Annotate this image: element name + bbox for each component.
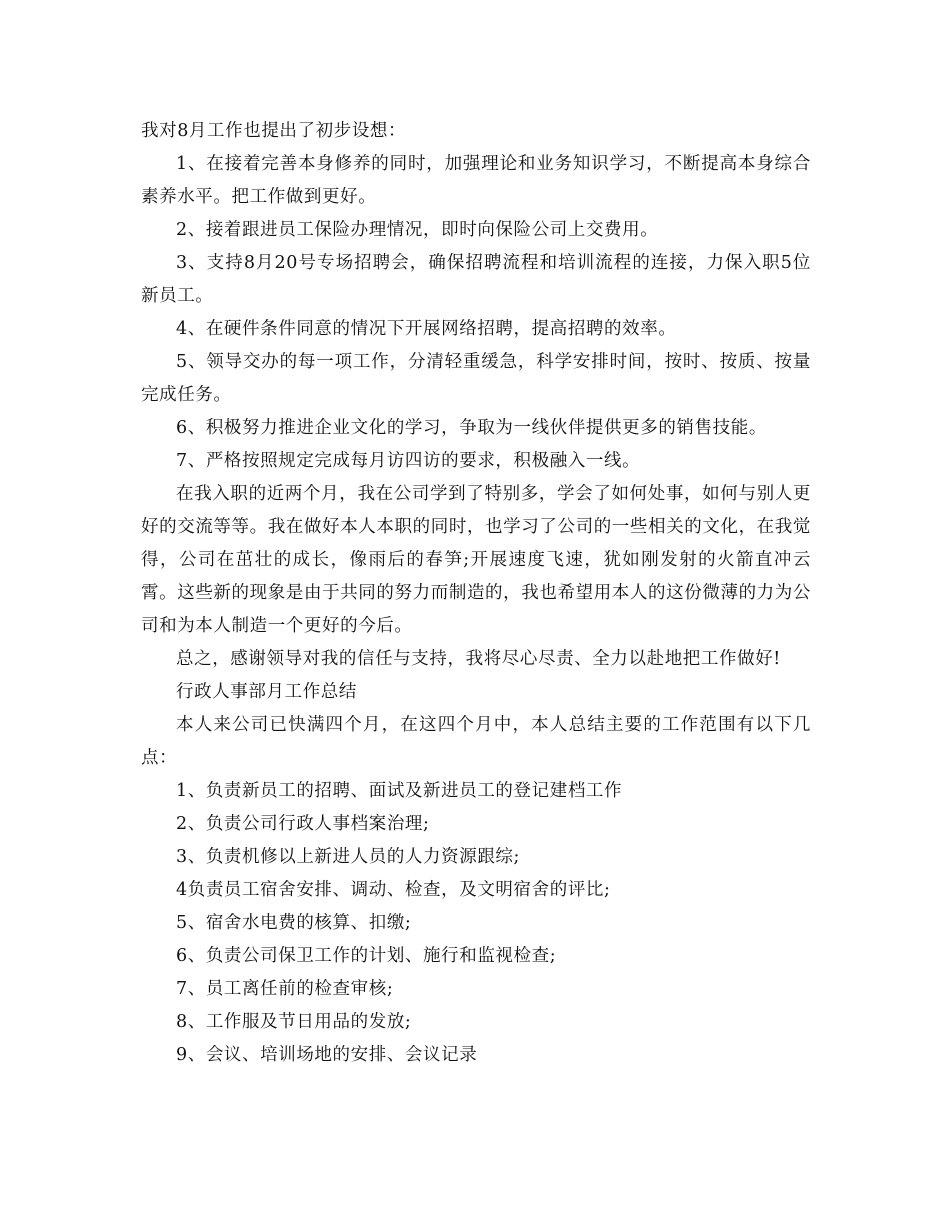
duty-item-3: 3、负责机修以上新进人员的人力资源跟综; [176, 847, 521, 867]
plan-item-7: 7、严格按照规定完成每月访四访的要求，积极融入一线。 [176, 451, 641, 471]
duty-item-9: 9、会议、培训场地的安排、会议记录 [176, 1045, 478, 1065]
document-body [141, 115, 811, 1072]
plan-item-1: 1、在接着完善本身修养的同时，加强理论和业务知识学习，不断提高本身综合素养水平。把工作做到更好。 [141, 154, 811, 207]
duty-item-7: 7、员工离任前的检查审核; [176, 979, 394, 999]
duty-item-1: 1、负责新员工的招聘、面试及新进员工的登记建档工作 [176, 781, 623, 801]
plan-item-5: 5、领导交办的每一项工作，分清轻重缓急，科学安排时间，按时、按质、按量完成任务。 [141, 352, 811, 405]
duty-item-4: 4负责员工宿舍安排、调动、检查，及文明宿舍的评比; [176, 880, 611, 900]
plan-item-6: 6、积极努力推进企业文化的学习，争取为一线伙伴提供更多的销售技能。 [176, 418, 767, 438]
paragraph-conclusion: 总之，感谢领导对我的信任与支持，我将尽心尽责、全力以赴地把工作做好! [176, 649, 781, 669]
paragraph-reflection: 在我入职的近两个月，我在公司学到了特别多，学会了如何处事，如何与别人更好的交流等等。我在做好本人本职的同时，也学习了公司的一些相关的文化，在我觉得，公司在茁壮的成长，像雨后的春笋;开展速度飞速，犹如刚发射的火箭直冲云霄。这些新的现象是由于共同的努力而制造的，我也希望用本人的这份微薄的力为公司和为本人制造一个更好的今后。 [141, 484, 811, 636]
paragraph-intro: 我对8月工作也提出了初步设想： [141, 121, 407, 141]
plan-item-3: 3、支持8月20号专场招聘会，确保招聘流程和培训流程的连接，力保入职5位新员工。 [141, 253, 811, 306]
duty-item-2: 2、负责公司行政人事档案治理; [176, 814, 430, 834]
section-heading: 行政人事部月工作总结 [176, 682, 357, 702]
plan-item-2: 2、接着跟进员工保险办理情况，即时向保险公司上交费用。 [176, 220, 659, 240]
duty-item-6: 6、负责公司保卫工作的计划、施行和监视检查; [176, 946, 557, 966]
paragraph-summary-intro: 本人来公司已快满四个月，在这四个月中，本人总结主要的工作范围有以下几点： [141, 715, 811, 768]
plan-item-4: 4、在硬件条件同意的情况下开展网络招聘，提高招聘的效率。 [176, 319, 677, 339]
duty-item-5: 5、宿舍水电费的核算、扣缴; [176, 913, 412, 933]
duty-item-8: 8、工作服及节日用品的发放; [176, 1012, 412, 1032]
